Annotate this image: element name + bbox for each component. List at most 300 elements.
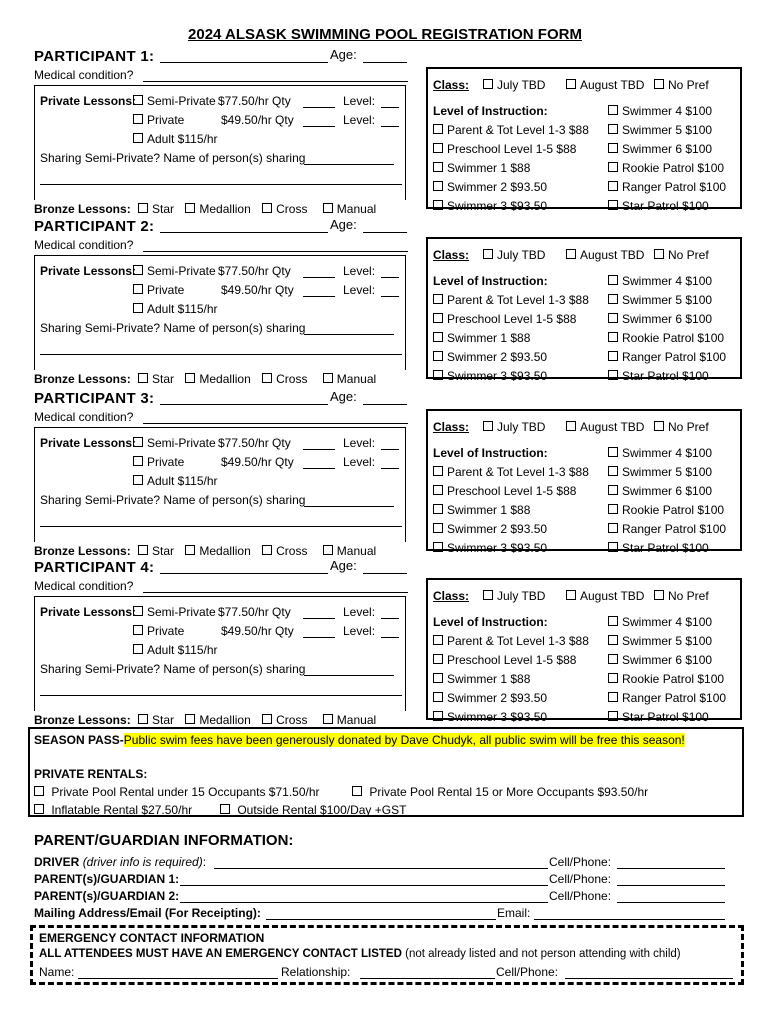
private-qty-field[interactable] (303, 625, 335, 638)
level-option-label: Parent & Tot Level 1-3 $88 (447, 293, 589, 307)
guardian-1-label: PARENT(s)/GUARDIAN 1: (34, 872, 180, 886)
level-checkbox[interactable] (433, 313, 443, 323)
emergency-relationship-field[interactable] (360, 966, 495, 979)
sharing-field[interactable] (304, 663, 394, 676)
july-checkbox[interactable] (483, 590, 493, 600)
medical-field[interactable] (143, 81, 408, 82)
form-title: 2024 ALSASK SWIMMING POOL REGISTRATION FORM (188, 26, 582, 43)
medical-label: Medical condition? (34, 68, 134, 82)
level-option-label: Preschool Level 1-5 $88 (447, 142, 577, 156)
bronze-star-checkbox[interactable] (138, 714, 148, 724)
level-checkbox[interactable] (608, 294, 618, 304)
participant-label: PARTICIPANT 1: (34, 48, 155, 65)
level-option-label: Swimmer 2 $93.50 (447, 691, 548, 705)
sharing-label: Sharing Semi-Private? Name of person(s) sharing (40, 662, 306, 676)
level-option-label: Swimmer 3 $93.50 (447, 369, 548, 383)
private-level-label: Level: (343, 283, 376, 297)
level-option-label: Star Patrol $100 (622, 541, 709, 555)
august-label: August TBD (580, 248, 645, 262)
level-checkbox[interactable] (608, 143, 618, 153)
bronze-manual-label: Manual (336, 202, 377, 216)
bronze-star-checkbox[interactable] (138, 203, 148, 213)
no-pref-checkbox[interactable] (654, 421, 664, 431)
level-checkbox[interactable] (433, 542, 443, 552)
bronze-lessons-row (34, 544, 376, 558)
sharing-field-2[interactable] (40, 172, 402, 185)
private-label: Private (147, 455, 185, 469)
class-box (426, 578, 742, 724)
guardian-1-field[interactable] (180, 873, 548, 886)
level-checkbox[interactable] (608, 692, 618, 702)
semi-private-level-field[interactable] (381, 95, 399, 108)
inflatable-rental-checkbox[interactable] (34, 804, 44, 814)
level-option-label: Parent & Tot Level 1-3 $88 (447, 634, 589, 648)
age-label: Age: (330, 389, 357, 404)
medical-field[interactable] (143, 423, 408, 424)
private-label: Private (147, 113, 185, 127)
participant-2-section (30, 217, 745, 386)
level-option-label: Swimmer 4 $100 (622, 104, 713, 118)
bronze-manual-checkbox[interactable] (323, 714, 333, 724)
bronze-medallion-checkbox[interactable] (185, 545, 195, 555)
class-box (426, 409, 742, 555)
level-checkbox[interactable] (608, 523, 618, 533)
class-label: Class: (433, 420, 470, 434)
private-lessons-label: Private Lessons: (40, 264, 137, 278)
bronze-manual-label: Manual (336, 713, 377, 727)
private-lessons-box (34, 85, 406, 200)
level-heading: Level of Instruction: (433, 274, 548, 288)
level-option-label: Star Patrol $100 (622, 369, 709, 383)
level-checkbox[interactable] (433, 692, 443, 702)
driver-cell-field[interactable] (617, 856, 725, 869)
bronze-medallion-label: Medallion (199, 544, 251, 558)
level-option-label: Swimmer 4 $100 (622, 274, 713, 288)
level-checkbox[interactable] (608, 313, 618, 323)
adult-checkbox[interactable] (133, 475, 143, 485)
level-heading: Level of Instruction: (433, 446, 548, 460)
bronze-manual-label: Manual (336, 544, 377, 558)
class-label: Class: (433, 248, 470, 262)
level-checkbox[interactable] (433, 294, 443, 304)
guardian-2-label: PARENT(s)/GUARDIAN 2: (34, 889, 180, 903)
guardian-1-cell-field[interactable] (617, 873, 725, 886)
outside-rental-label: Outside Rental $100/Day +GST (237, 803, 407, 817)
level-option-label: Swimmer 6 $100 (622, 142, 713, 156)
driver-note: (driver info is required) (82, 855, 203, 869)
private-rentals-label: PRIVATE RENTALS: (34, 767, 148, 781)
level-option-label: Swimmer 4 $100 (622, 446, 713, 460)
participant-label: PARTICIPANT 2: (34, 218, 155, 235)
driver-label: DRIVER (34, 855, 80, 869)
level-option-label: Swimmer 3 $93.50 (447, 710, 548, 724)
bronze-medallion-checkbox[interactable] (185, 203, 195, 213)
age-label: Age: (330, 558, 357, 573)
bronze-medallion-label: Medallion (199, 372, 251, 386)
august-checkbox[interactable] (566, 79, 576, 89)
level-option-label: Swimmer 1 $88 (447, 161, 531, 175)
august-label: August TBD (580, 589, 645, 603)
bronze-manual-checkbox[interactable] (323, 203, 333, 213)
level-option-label: Swimmer 2 $93.50 (447, 522, 548, 536)
age-label: Age: (330, 217, 357, 232)
emergency-contact-box (30, 925, 744, 985)
private-level-label: Level: (343, 455, 376, 469)
level-option-label: Rookie Patrol $100 (622, 503, 725, 517)
private-lessons-box (34, 427, 406, 542)
guardian-2-cell-label: Cell/Phone: (549, 889, 612, 903)
august-checkbox[interactable] (566, 590, 576, 600)
july-label: July TBD (497, 589, 546, 603)
emergency-title: EMERGENCY CONTACT INFORMATION (39, 931, 265, 945)
semi-private-qty-field[interactable] (303, 437, 335, 450)
private-qty-field[interactable] (303, 284, 335, 297)
level-checkbox[interactable] (433, 124, 443, 134)
sharing-field-2[interactable] (40, 514, 402, 527)
rental-under-15-checkbox[interactable] (34, 786, 44, 796)
level-checkbox[interactable] (433, 466, 443, 476)
level-checkbox[interactable] (433, 143, 443, 153)
semi-private-label: Semi-Private (147, 264, 216, 278)
private-price: $49.50/hr Qty (221, 455, 294, 469)
class-label: Class: (433, 78, 470, 92)
level-checkbox[interactable] (433, 673, 443, 683)
bronze-cross-label: Cross (276, 372, 308, 386)
no-pref-label: No Pref (668, 589, 709, 603)
level-checkbox[interactable] (608, 673, 618, 683)
semi-private-level-field[interactable] (381, 437, 399, 450)
level-checkbox[interactable] (608, 162, 618, 172)
adult-label: Adult $115/hr (147, 302, 218, 316)
age-field[interactable] (363, 404, 407, 405)
emergency-name-field[interactable] (78, 966, 278, 979)
level-option-label: Star Patrol $100 (622, 199, 709, 213)
participant-name-field[interactable] (160, 62, 328, 63)
bronze-lessons-row (34, 713, 376, 727)
level-option-label: Swimmer 6 $100 (622, 312, 713, 326)
bronze-lessons-label: Bronze Lessons: (34, 713, 131, 727)
bronze-cross-checkbox[interactable] (262, 373, 272, 383)
august-checkbox[interactable] (566, 421, 576, 431)
level-checkbox[interactable] (433, 162, 443, 172)
age-field[interactable] (363, 232, 407, 233)
level-option-label: Swimmer 5 $100 (622, 634, 713, 648)
level-checkbox[interactable] (608, 466, 618, 476)
level-option-label: Swimmer 6 $100 (622, 484, 713, 498)
mailing-field[interactable] (266, 907, 496, 920)
class-box (426, 237, 742, 383)
bronze-medallion-checkbox[interactable] (185, 373, 195, 383)
bronze-manual-checkbox[interactable] (323, 545, 333, 555)
participant-label: PARTICIPANT 4: (34, 559, 155, 576)
driver-cell-label: Cell/Phone: (549, 855, 612, 869)
private-lessons-box (34, 596, 406, 711)
level-checkbox[interactable] (433, 332, 443, 342)
bronze-manual-checkbox[interactable] (323, 373, 333, 383)
no-pref-checkbox[interactable] (654, 249, 664, 259)
bronze-lessons-row (34, 202, 376, 216)
bronze-medallion-label: Medallion (199, 202, 251, 216)
emergency-relationship-label: Relationship: (281, 965, 351, 979)
level-heading: Level of Instruction: (433, 615, 548, 629)
level-option-label: Ranger Patrol $100 (622, 350, 727, 364)
private-checkbox[interactable] (133, 284, 143, 294)
medical-label: Medical condition? (34, 238, 134, 252)
level-option-label: Star Patrol $100 (622, 710, 709, 724)
level-checkbox[interactable] (608, 275, 618, 285)
level-option-label: Swimmer 1 $88 (447, 672, 531, 686)
class-label: Class: (433, 589, 470, 603)
july-checkbox[interactable] (483, 421, 493, 431)
private-lessons-box (34, 255, 406, 370)
semi-private-checkbox[interactable] (133, 606, 143, 616)
emergency-name-label: Name: (39, 965, 75, 979)
semi-private-level-label: Level: (343, 94, 376, 108)
participant-4-section (30, 558, 745, 727)
private-lessons-label: Private Lessons: (40, 94, 137, 108)
sharing-field[interactable] (304, 152, 394, 165)
semi-private-price: $77.50/hr Qty (218, 605, 291, 619)
bronze-star-checkbox[interactable] (138, 545, 148, 555)
bronze-cross-label: Cross (276, 713, 308, 727)
private-level-label: Level: (343, 624, 376, 638)
level-checkbox[interactable] (433, 635, 443, 645)
private-level-label: Level: (343, 113, 376, 127)
private-price: $49.50/hr Qty (221, 624, 294, 638)
private-qty-field[interactable] (303, 114, 335, 127)
level-option-label: Ranger Patrol $100 (622, 522, 727, 536)
level-option-label: Rookie Patrol $100 (622, 161, 725, 175)
private-level-field[interactable] (381, 625, 399, 638)
guardian-title: PARENT/GUARDIAN INFORMATION: (34, 832, 294, 849)
level-option-label: Swimmer 1 $88 (447, 503, 531, 517)
private-price: $49.50/hr Qty (221, 113, 294, 127)
private-label: Private (147, 624, 185, 638)
semi-private-label: Semi-Private (147, 605, 216, 619)
adult-label: Adult $115/hr (147, 474, 218, 488)
bronze-cross-checkbox[interactable] (262, 203, 272, 213)
level-checkbox[interactable] (433, 504, 443, 514)
level-checkbox[interactable] (433, 485, 443, 495)
level-checkbox[interactable] (608, 370, 618, 380)
level-heading: Level of Instruction: (433, 104, 548, 118)
level-checkbox[interactable] (433, 370, 443, 380)
semi-private-label: Semi-Private (147, 94, 216, 108)
bronze-lessons-row (34, 372, 376, 386)
level-option-label: Swimmer 5 $100 (622, 123, 713, 137)
level-option-label: Preschool Level 1-5 $88 (447, 653, 577, 667)
participant-label: PARTICIPANT 3: (34, 390, 155, 407)
level-checkbox[interactable] (433, 523, 443, 533)
semi-private-level-field[interactable] (381, 606, 399, 619)
private-qty-field[interactable] (303, 456, 335, 469)
rental-under-15-label: Private Pool Rental under 15 Occupants $71.50/hr (51, 785, 320, 799)
bronze-star-label: Star (152, 544, 175, 558)
semi-private-checkbox[interactable] (133, 95, 143, 105)
level-option-label: Ranger Patrol $100 (622, 180, 727, 194)
level-option-label: Ranger Patrol $100 (622, 691, 727, 705)
level-option-label: Swimmer 1 $88 (447, 331, 531, 345)
level-checkbox[interactable] (608, 504, 618, 514)
private-level-field[interactable] (381, 114, 399, 127)
level-checkbox[interactable] (608, 485, 618, 495)
bronze-cross-checkbox[interactable] (262, 545, 272, 555)
age-field[interactable] (363, 62, 407, 63)
guardian-1-cell-label: Cell/Phone: (549, 872, 612, 886)
age-field[interactable] (363, 573, 407, 574)
level-option-label: Parent & Tot Level 1-3 $88 (447, 123, 589, 137)
no-pref-checkbox[interactable] (654, 590, 664, 600)
participant-name-field[interactable] (160, 573, 328, 574)
age-label: Age: (330, 47, 357, 62)
semi-private-price: $77.50/hr Qty (218, 94, 291, 108)
sharing-field[interactable] (304, 494, 394, 507)
emergency-cell-label: Cell/Phone: (496, 965, 559, 979)
bronze-star-label: Star (152, 202, 175, 216)
semi-private-qty-field[interactable] (303, 265, 335, 278)
private-checkbox[interactable] (133, 456, 143, 466)
guardian-2-cell-field[interactable] (617, 890, 725, 903)
level-checkbox[interactable] (608, 711, 618, 721)
class-box (426, 67, 742, 213)
medical-label: Medical condition? (34, 579, 134, 593)
adult-checkbox[interactable] (133, 644, 143, 654)
bronze-cross-label: Cross (276, 544, 308, 558)
semi-private-level-label: Level: (343, 605, 376, 619)
participant-3-section (30, 389, 745, 558)
inflatable-rental-label: Inflatable Rental $27.50/hr (51, 803, 193, 817)
private-price: $49.50/hr Qty (221, 283, 294, 297)
level-checkbox[interactable] (433, 181, 443, 191)
outside-rental-checkbox[interactable] (220, 804, 230, 814)
adult-checkbox[interactable] (133, 303, 143, 313)
level-checkbox[interactable] (608, 616, 618, 626)
private-checkbox[interactable] (133, 625, 143, 635)
july-label: July TBD (497, 248, 546, 262)
level-option-label: Swimmer 6 $100 (622, 653, 713, 667)
bronze-star-checkbox[interactable] (138, 373, 148, 383)
private-lessons-label: Private Lessons: (40, 605, 137, 619)
level-option-label: Swimmer 3 $93.50 (447, 541, 548, 555)
july-label: July TBD (497, 420, 546, 434)
sharing-field[interactable] (304, 322, 394, 335)
semi-private-level-label: Level: (343, 436, 376, 450)
adult-label: Adult $115/hr (147, 643, 218, 657)
sharing-label: Sharing Semi-Private? Name of person(s) sharing (40, 151, 306, 165)
semi-private-qty-field[interactable] (303, 95, 335, 108)
semi-private-level-label: Level: (343, 264, 376, 278)
medical-label: Medical condition? (34, 410, 134, 424)
medical-field[interactable] (143, 251, 408, 252)
level-option-label: Preschool Level 1-5 $88 (447, 484, 577, 498)
rental-15-plus-checkbox[interactable] (352, 786, 362, 796)
semi-private-checkbox[interactable] (133, 265, 143, 275)
mailing-label: Mailing Address/Email (For Receipting): (34, 906, 261, 920)
bronze-lessons-label: Bronze Lessons: (34, 202, 131, 216)
email-field[interactable] (534, 907, 725, 920)
season-pass-box (28, 727, 744, 817)
bronze-lessons-label: Bronze Lessons: (34, 372, 131, 386)
level-checkbox[interactable] (433, 654, 443, 664)
adult-checkbox[interactable] (133, 133, 143, 143)
bronze-medallion-label: Medallion (199, 713, 251, 727)
sharing-label: Sharing Semi-Private? Name of person(s) sharing (40, 321, 306, 335)
season-pass-text: Public swim fees have been generously donated by Dave Chudyk, all public swim will be free this season! (123, 733, 685, 747)
season-pass-label: SEASON PASS- (34, 733, 124, 747)
participant-name-field[interactable] (160, 232, 328, 233)
sharing-field-2[interactable] (40, 342, 402, 355)
participant-name-field[interactable] (160, 404, 328, 405)
semi-private-checkbox[interactable] (133, 437, 143, 447)
private-level-field[interactable] (381, 284, 399, 297)
level-checkbox[interactable] (433, 351, 443, 361)
private-lessons-label: Private Lessons: (40, 436, 137, 450)
level-checkbox[interactable] (608, 332, 618, 342)
medical-field[interactable] (143, 592, 408, 593)
email-label: Email: (497, 906, 531, 920)
semi-private-price: $77.50/hr Qty (218, 436, 291, 450)
no-pref-label: No Pref (668, 248, 709, 262)
level-option-label: Swimmer 2 $93.50 (447, 350, 548, 364)
semi-private-level-field[interactable] (381, 265, 399, 278)
level-option-label: Rookie Patrol $100 (622, 672, 725, 686)
level-option-label: Swimmer 5 $100 (622, 293, 713, 307)
guardian-2-field[interactable] (180, 890, 548, 903)
level-checkbox[interactable] (608, 105, 618, 115)
bronze-cross-label: Cross (276, 202, 308, 216)
participant-1-section (30, 47, 745, 216)
level-option-label: Rookie Patrol $100 (622, 331, 725, 345)
july-checkbox[interactable] (483, 249, 493, 259)
no-pref-checkbox[interactable] (654, 79, 664, 89)
level-checkbox[interactable] (608, 654, 618, 664)
bronze-star-label: Star (152, 372, 175, 386)
semi-private-qty-field[interactable] (303, 606, 335, 619)
level-checkbox[interactable] (433, 200, 443, 210)
semi-private-label: Semi-Private (147, 436, 216, 450)
level-checkbox[interactable] (608, 124, 618, 134)
bronze-star-label: Star (152, 713, 175, 727)
sharing-field-2[interactable] (40, 683, 402, 696)
level-checkbox[interactable] (608, 351, 618, 361)
emergency-note: (not already listed and not person attending with child) (405, 948, 681, 960)
bronze-medallion-checkbox[interactable] (185, 714, 195, 724)
july-checkbox[interactable] (483, 79, 493, 89)
august-label: August TBD (580, 78, 645, 92)
no-pref-label: No Pref (668, 420, 709, 434)
level-checkbox[interactable] (608, 447, 618, 457)
level-checkbox[interactable] (608, 181, 618, 191)
level-option-label: Swimmer 4 $100 (622, 615, 713, 629)
level-checkbox[interactable] (608, 200, 618, 210)
bronze-cross-checkbox[interactable] (262, 714, 272, 724)
private-checkbox[interactable] (133, 114, 143, 124)
july-label: July TBD (497, 78, 546, 92)
level-checkbox[interactable] (608, 635, 618, 645)
no-pref-label: No Pref (668, 78, 709, 92)
level-option-label: Swimmer 2 $93.50 (447, 180, 548, 194)
august-checkbox[interactable] (566, 249, 576, 259)
adult-label: Adult $115/hr (147, 132, 218, 146)
level-option-label: Swimmer 3 $93.50 (447, 199, 548, 213)
level-checkbox[interactable] (433, 711, 443, 721)
august-label: August TBD (580, 420, 645, 434)
private-level-field[interactable] (381, 456, 399, 469)
driver-field[interactable] (214, 856, 548, 869)
bronze-lessons-label: Bronze Lessons: (34, 544, 131, 558)
emergency-cell-field[interactable] (565, 966, 733, 979)
level-checkbox[interactable] (608, 542, 618, 552)
